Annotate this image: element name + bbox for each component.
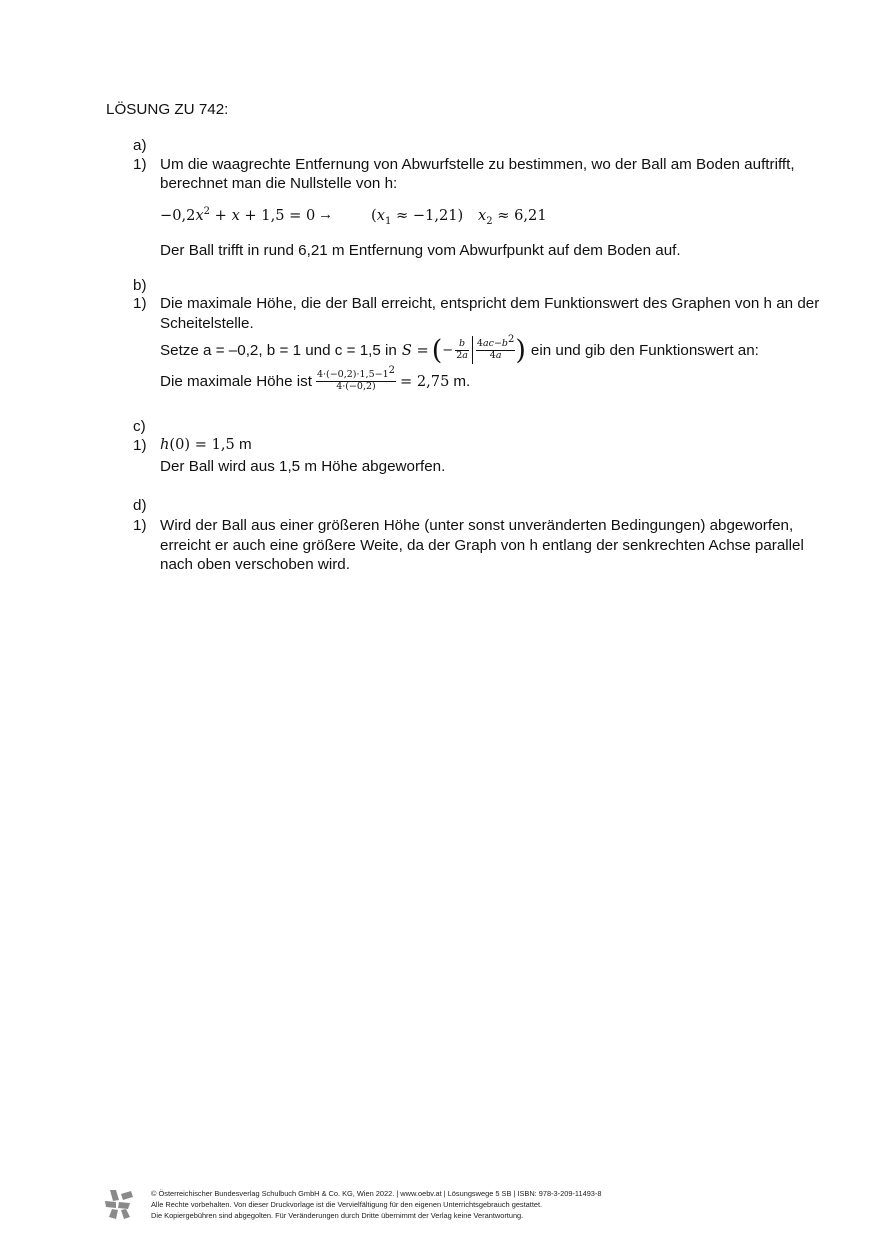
vertex-formula: S = bbox=[401, 341, 429, 359]
max-height-line: Die maximale Höhe ist $\frac{4\cdot(-0,2)\cdot 1,5-1^2}{4\cdot(-0,2)}$ = 2,75 m. bbox=[160, 364, 471, 392]
setze-after-text: ein und gib den Funktionswert an: bbox=[530, 341, 759, 359]
max-height-text: Die maximale Höhe ist bbox=[160, 372, 312, 390]
part-d-item-number: 1) bbox=[133, 517, 147, 534]
page-title: LÖSUNG ZU 742: bbox=[106, 101, 229, 118]
part-c-equation: h(0) = 1,5 m bbox=[160, 436, 252, 453]
implies-arrow: → bbox=[318, 206, 334, 223]
part-a-text-line-1: Um die waagrechte Entfernung von Abwurfstelle zu bestimmen, wo der Ball am Boden auftrifft, bbox=[160, 156, 795, 173]
equation-quadratic: $-0,2x^2 + x + 1,5 = 0$ bbox=[160, 206, 316, 224]
footer-line-2: Alle Rechte vorbehalten. Von dieser Druckvorlage ist die Vervielfältigung für den eigenen Unterrichtsgebrauch gestattet. bbox=[151, 1200, 543, 1209]
part-d-text-line-1: Wird der Ball aus einer größeren Höhe (unter sonst unveränderten Bedingungen) abgeworfen, bbox=[160, 517, 794, 534]
part-c-label: c) bbox=[133, 418, 146, 435]
root-x2: $x_2 \approx 6,21$ bbox=[478, 207, 547, 227]
publisher-logo-icon bbox=[104, 1188, 136, 1224]
max-height-unit: m. bbox=[453, 372, 471, 390]
max-height-fraction: $\frac{4\cdot(-0,2)\cdot 1,5-1^2}{4\cdot(-0,2)}$ bbox=[316, 364, 395, 392]
setze-text: Setze a = –0,2, b = 1 und c = 1,5 in bbox=[160, 341, 397, 359]
part-a-item-number: 1) bbox=[133, 156, 147, 173]
root-x1: $(x_1 \approx -1,21)$ bbox=[371, 207, 464, 227]
footer-line-3: Die Kopiergebühren sind abgegolten. Für Veränderungen durch Dritte übernimmt der Verlag keine Verantwortung. bbox=[151, 1211, 524, 1220]
part-c-unit: m bbox=[239, 436, 252, 453]
part-c-item-number: 1) bbox=[133, 437, 147, 454]
part-b-item-number: 1) bbox=[133, 295, 147, 312]
part-d-text-line-2: erreicht er auch eine größere Weite, da der Graph von h entlang der senkrechten Achse parallel bbox=[160, 537, 804, 554]
part-a-label: a) bbox=[133, 137, 147, 154]
part-d-text-line-3: nach oben verschoben wird. bbox=[160, 556, 350, 573]
part-a-text-line-2: berechnet man die Nullstelle von h: bbox=[160, 175, 398, 192]
part-d-label: d) bbox=[133, 497, 147, 514]
part-a-result: Der Ball trifft in rund 6,21 m Entfernung vom Abwurfpunkt auf dem Boden auf. bbox=[160, 242, 681, 259]
vertex-formula-line: Setze a = –0,2, b = 1 und c = 1,5 in S = ( − $\frac{b}{2a}$ $\frac{4ac-b^2}{4a}$ ) ein und gib den Funktionswert an: bbox=[160, 333, 759, 366]
footer-line-1: © Österreichischer Bundesverlag Schulbuch GmbH & Co. KG, Wien 2022. | www.oebv.at | Lösungswege 5 SB | ISBN: 978-3-209-11493-8 bbox=[151, 1189, 602, 1198]
part-b-text-line-1: Die maximale Höhe, die der Ball erreicht, entspricht dem Funktionswert des Graphen von h an der bbox=[160, 295, 820, 312]
part-c-text: Der Ball wird aus 1,5 m Höhe abgeworfen. bbox=[160, 458, 446, 475]
part-b-label: b) bbox=[133, 277, 147, 294]
part-b-text-line-2: Scheitelstelle. bbox=[160, 315, 254, 332]
footer-copyright bbox=[151, 1188, 602, 1221]
